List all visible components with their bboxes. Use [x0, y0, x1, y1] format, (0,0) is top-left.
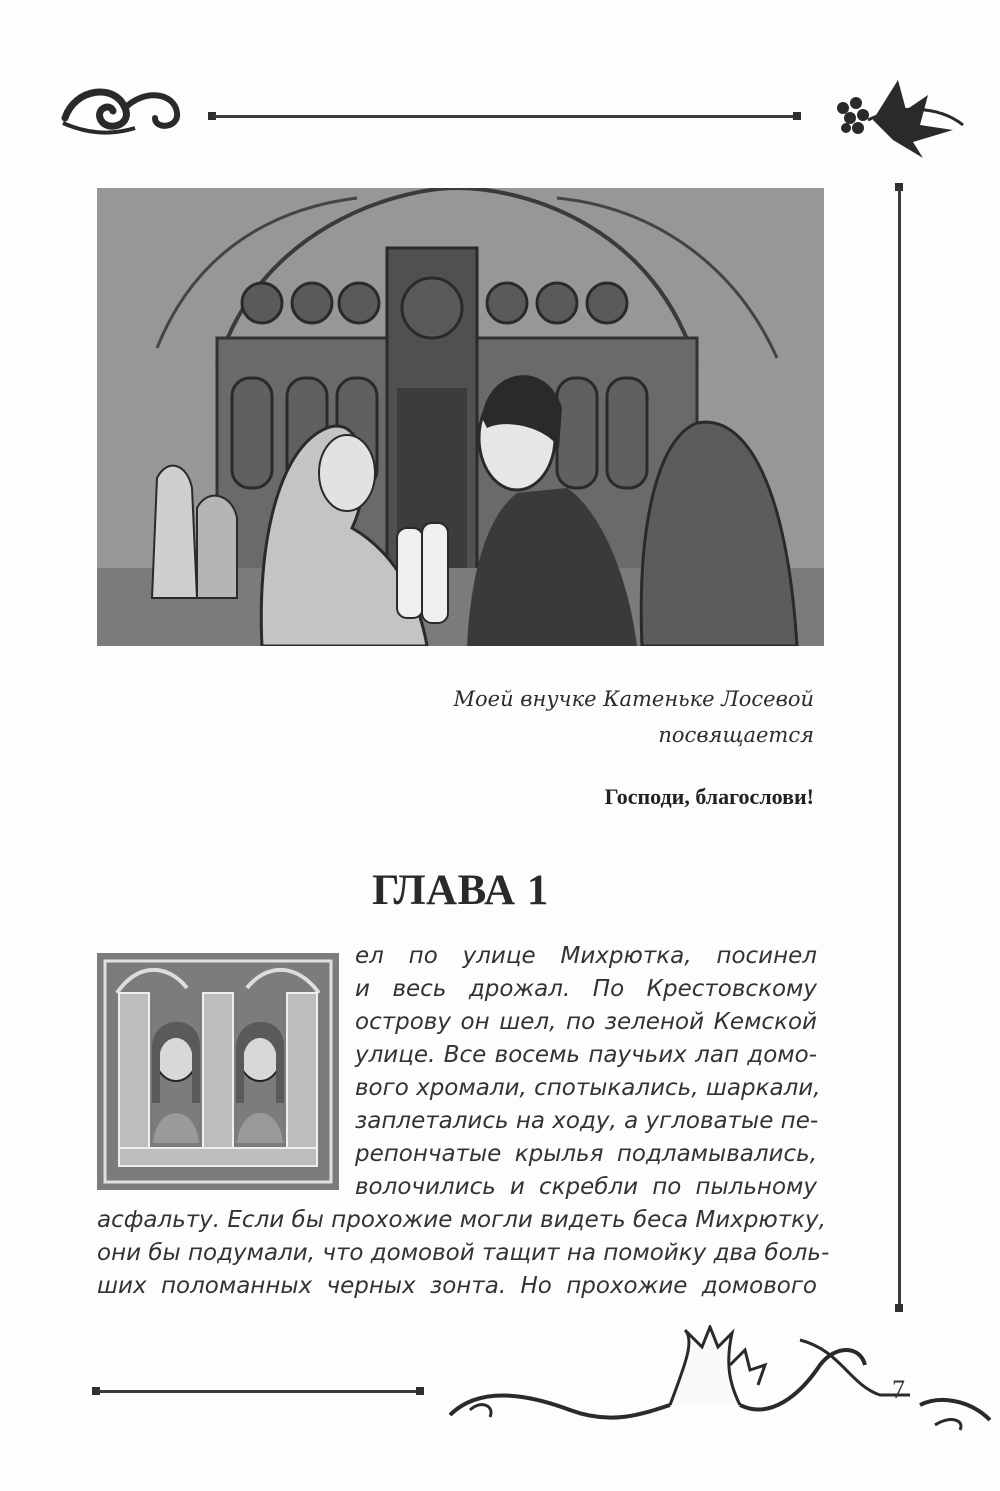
body-line: репончатые крылья подламывались,: [355, 1141, 817, 1167]
page-number: 7: [892, 1375, 905, 1404]
body-line: ел по улице Михрютка, посинел: [355, 943, 817, 969]
grape-leaf-ornament: [828, 70, 968, 160]
body-line: вого хромали, спотыкались, шаркали,: [355, 1075, 821, 1101]
rule-end-dot: [895, 1304, 903, 1312]
rule-end-dot: [793, 112, 801, 120]
drop-cap-illustration: [97, 953, 339, 1190]
body-line: и весь дрожал. По Крестовскому: [355, 976, 817, 1002]
top-left-swirl-ornament: [55, 78, 185, 138]
dedication-line-1: Моей внучке Катеньке Лосевой: [453, 687, 814, 711]
body-line: улице. Все восемь паучьих лап домо-: [355, 1042, 817, 1068]
blessing: Господи, благослови!: [604, 784, 814, 809]
body-line: острову он шел, по зеленой Кемской: [355, 1009, 817, 1035]
body-line: ших поломанных черных зонта. Но прохожие домового: [97, 1273, 817, 1299]
top-rule: [214, 115, 796, 118]
chapter-title: ГЛАВА 1: [372, 867, 549, 914]
right-vertical-rule: [898, 188, 901, 1306]
body-line: асфальту. Если бы прохожие могли видеть беса Михрютку,: [97, 1207, 826, 1233]
body-line: заплетались на ходу, а угловатые пе-: [355, 1108, 819, 1134]
dedication-line-2: посвящается: [658, 723, 814, 747]
dedication: [394, 681, 814, 753]
bottom-rule: [98, 1390, 420, 1393]
rule-end-dot: [416, 1387, 424, 1395]
church-interior-illustration: [97, 188, 824, 646]
body-line: волочились и скребли по пыльному: [355, 1174, 817, 1200]
bottom-flower-swirl-ornament: [440, 1325, 995, 1440]
body-line: они бы подумали, что домовой тащит на помойку два боль-: [97, 1240, 830, 1266]
